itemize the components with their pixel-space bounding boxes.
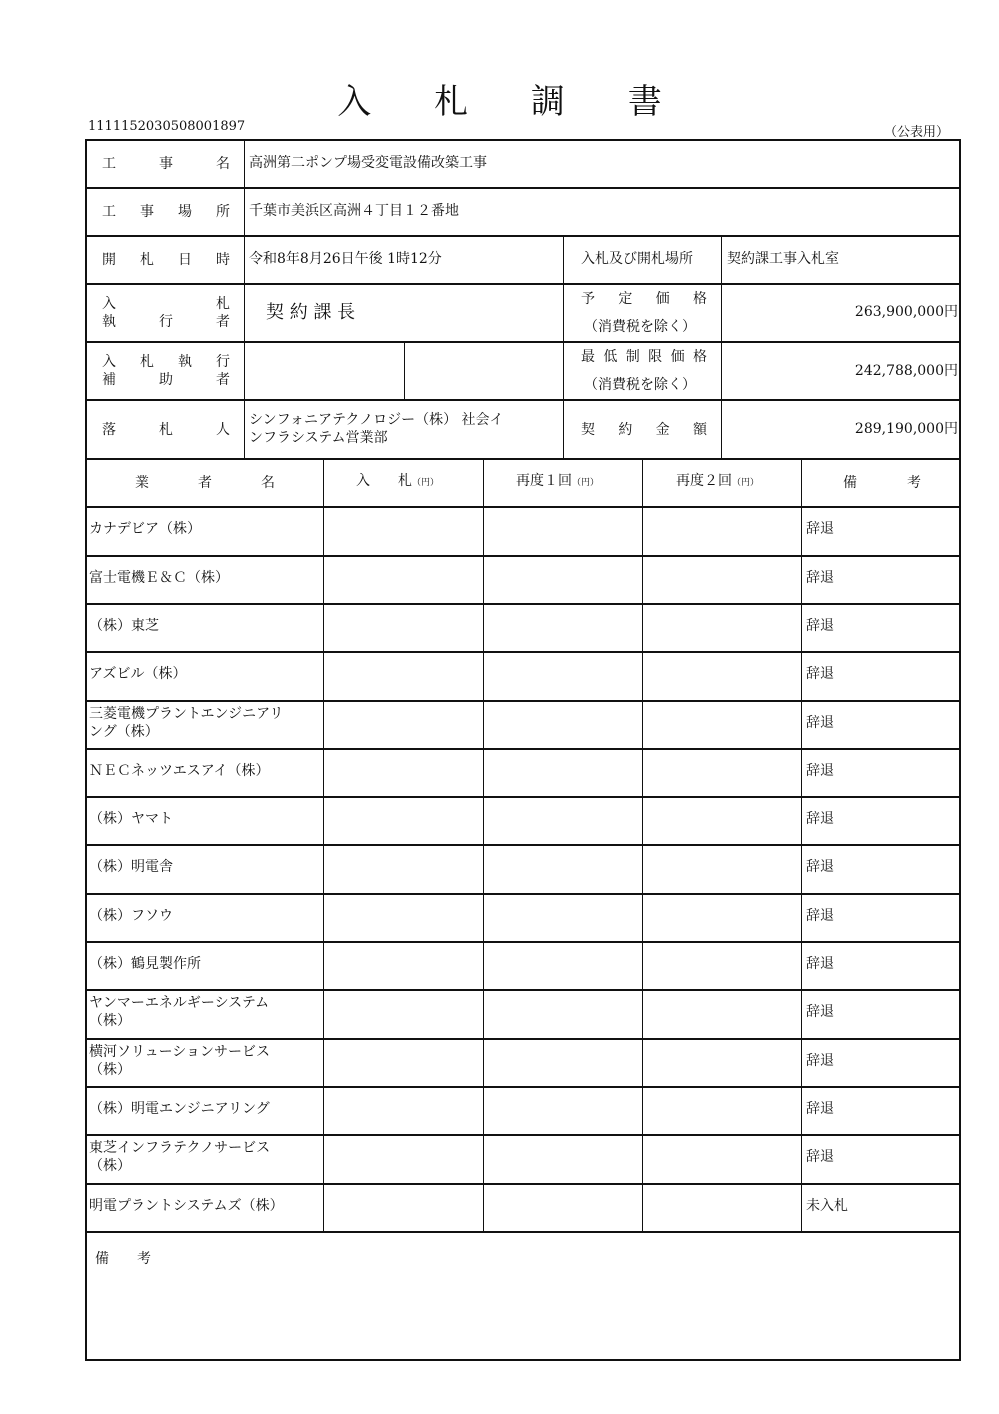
bidder-name: ヤンマーエネルギーシステム bbox=[89, 995, 270, 1011]
bidder-note: 辞退 bbox=[806, 1053, 834, 1069]
label-contract-amount: 契 約 金 額 bbox=[581, 422, 707, 438]
planned-price-value: 263,900,000円 bbox=[854, 304, 958, 320]
row-divider bbox=[85, 844, 961, 846]
row-divider bbox=[85, 893, 961, 895]
bidder-note: 辞退 bbox=[806, 956, 834, 972]
bidder-name: 富士電機Ｅ＆Ｃ（株） bbox=[89, 570, 229, 586]
bidder-note: 辞退 bbox=[806, 521, 834, 537]
bidder-note: 辞退 bbox=[806, 1101, 834, 1117]
row-divider bbox=[85, 506, 961, 508]
column-divider bbox=[801, 458, 802, 1231]
contract-amount-value: 289,190,000円 bbox=[854, 421, 958, 437]
column-divider bbox=[483, 458, 484, 1231]
document-title: 入 札 調 書 bbox=[337, 82, 688, 122]
column-header-note: 備 考 bbox=[843, 475, 921, 491]
bidder-name: 東芝インフラテクノサービス bbox=[89, 1140, 271, 1156]
bidder-name-cont: （株） bbox=[89, 1158, 131, 1174]
row-divider bbox=[85, 1086, 961, 1088]
row-divider bbox=[85, 1038, 961, 1040]
min-price-value: 242,788,000円 bbox=[854, 363, 958, 379]
bidder-name-cont: ング（株） bbox=[89, 724, 159, 740]
label-opening-datetime: 開 札 日 時 bbox=[102, 252, 230, 268]
row-divider bbox=[85, 989, 961, 991]
work-name-value: 高洲第二ポンプ場受変電設備改築工事 bbox=[249, 155, 487, 171]
label-work-name: 工 事 名 bbox=[102, 156, 230, 172]
bidder-name-cont: （株） bbox=[89, 1013, 131, 1029]
bidder-note: 辞退 bbox=[806, 811, 834, 827]
row-divider bbox=[85, 651, 961, 653]
bidder-name: （株）明電舎 bbox=[89, 859, 173, 875]
row-divider bbox=[85, 341, 961, 343]
label-executor-line2: 執 行 者 bbox=[102, 314, 230, 330]
bidder-name: （株）ヤマト bbox=[89, 811, 173, 827]
bidder-name: 横河ソリューションサービス bbox=[89, 1044, 271, 1060]
bidder-name: （株）フソウ bbox=[89, 908, 173, 924]
executor-value: 契 約 課 長 bbox=[266, 302, 356, 323]
planned-price-note: （消費税を除く） bbox=[584, 319, 696, 335]
label-planned-price: 予 定 価 格 bbox=[581, 291, 707, 307]
bidder-note: 辞退 bbox=[806, 763, 834, 779]
bidder-note: 辞退 bbox=[806, 1149, 834, 1165]
bidder-name: アズビル（株） bbox=[89, 666, 187, 682]
row-divider bbox=[85, 555, 961, 557]
min-price-note: （消費税を除く） bbox=[584, 377, 696, 393]
row-divider bbox=[85, 941, 961, 943]
column-divider bbox=[563, 235, 564, 459]
bidder-note: 辞退 bbox=[806, 666, 834, 682]
column-divider bbox=[323, 458, 324, 1231]
row-divider bbox=[85, 235, 961, 237]
document-id: 1111152030508001897 bbox=[88, 119, 246, 134]
bidder-note: 辞退 bbox=[806, 1004, 834, 1020]
row-divider bbox=[85, 1231, 961, 1233]
work-place-value: 千葉市美浜区高洲４丁目１２番地 bbox=[249, 203, 459, 219]
winner-value-line2: ンフラシステム営業部 bbox=[249, 430, 388, 446]
column-header-bid: 入 札（円） bbox=[356, 473, 440, 489]
column-divider bbox=[404, 341, 405, 400]
column-header-rebid2: 再度２回（円） bbox=[676, 473, 760, 489]
bidder-note: 辞退 bbox=[806, 618, 834, 634]
row-divider bbox=[85, 796, 961, 798]
bidder-name: （株）東芝 bbox=[89, 618, 159, 634]
label-venue: 入札及び開札場所 bbox=[581, 251, 693, 267]
publication-label: （公表用） bbox=[883, 125, 949, 140]
bidder-name: 三菱電機プラントエンジニアリ bbox=[89, 706, 284, 722]
bidder-name: カナデビア（株） bbox=[89, 521, 201, 537]
row-divider bbox=[85, 1134, 961, 1136]
bidder-name: ＮＥＣネッツエスアイ（株） bbox=[89, 763, 270, 779]
row-divider bbox=[85, 458, 961, 460]
column-divider bbox=[642, 458, 643, 1231]
bidder-note: 辞退 bbox=[806, 570, 834, 586]
row-divider bbox=[85, 283, 961, 285]
row-divider bbox=[85, 748, 961, 750]
label-winner: 落 札 人 bbox=[102, 422, 230, 438]
opening-datetime-value: 令和8年8月26日午後 1時12分 bbox=[249, 251, 442, 267]
label-min-price: 最 低 制 限 価 格 bbox=[581, 349, 707, 365]
label-executor-line1: 入 札 bbox=[102, 296, 230, 312]
label-assistant-line1: 入 札 執 行 bbox=[102, 354, 230, 370]
winner-value-line1: シンフォニアテクノロジー（株） 社会イ bbox=[249, 412, 504, 428]
column-divider bbox=[721, 235, 722, 459]
column-header-rebid1: 再度１回（円） bbox=[516, 473, 600, 489]
row-divider bbox=[85, 399, 961, 401]
bidder-note: 辞退 bbox=[806, 859, 834, 875]
remarks-label: 備 考 bbox=[95, 1251, 151, 1267]
column-divider bbox=[244, 139, 245, 459]
row-divider bbox=[85, 603, 961, 605]
bidder-note: 辞退 bbox=[806, 908, 834, 924]
label-work-place: 工 事 場 所 bbox=[102, 204, 230, 220]
column-header-bidder: 業 者 名 bbox=[135, 475, 275, 491]
row-divider bbox=[85, 700, 961, 702]
bidder-name: 明電プラントシステムズ（株） bbox=[89, 1198, 284, 1214]
bidder-name-cont: （株） bbox=[89, 1062, 131, 1078]
bidder-note: 辞退 bbox=[806, 715, 834, 731]
venue-value: 契約課工事入札室 bbox=[727, 251, 839, 267]
bidder-name: （株）鶴見製作所 bbox=[89, 956, 201, 972]
bidder-note: 未入札 bbox=[806, 1198, 848, 1214]
bidder-name: （株）明電エンジニアリング bbox=[89, 1101, 270, 1117]
row-divider bbox=[85, 187, 961, 189]
label-assistant-line2: 補 助 者 bbox=[102, 372, 230, 388]
row-divider bbox=[85, 1183, 961, 1185]
